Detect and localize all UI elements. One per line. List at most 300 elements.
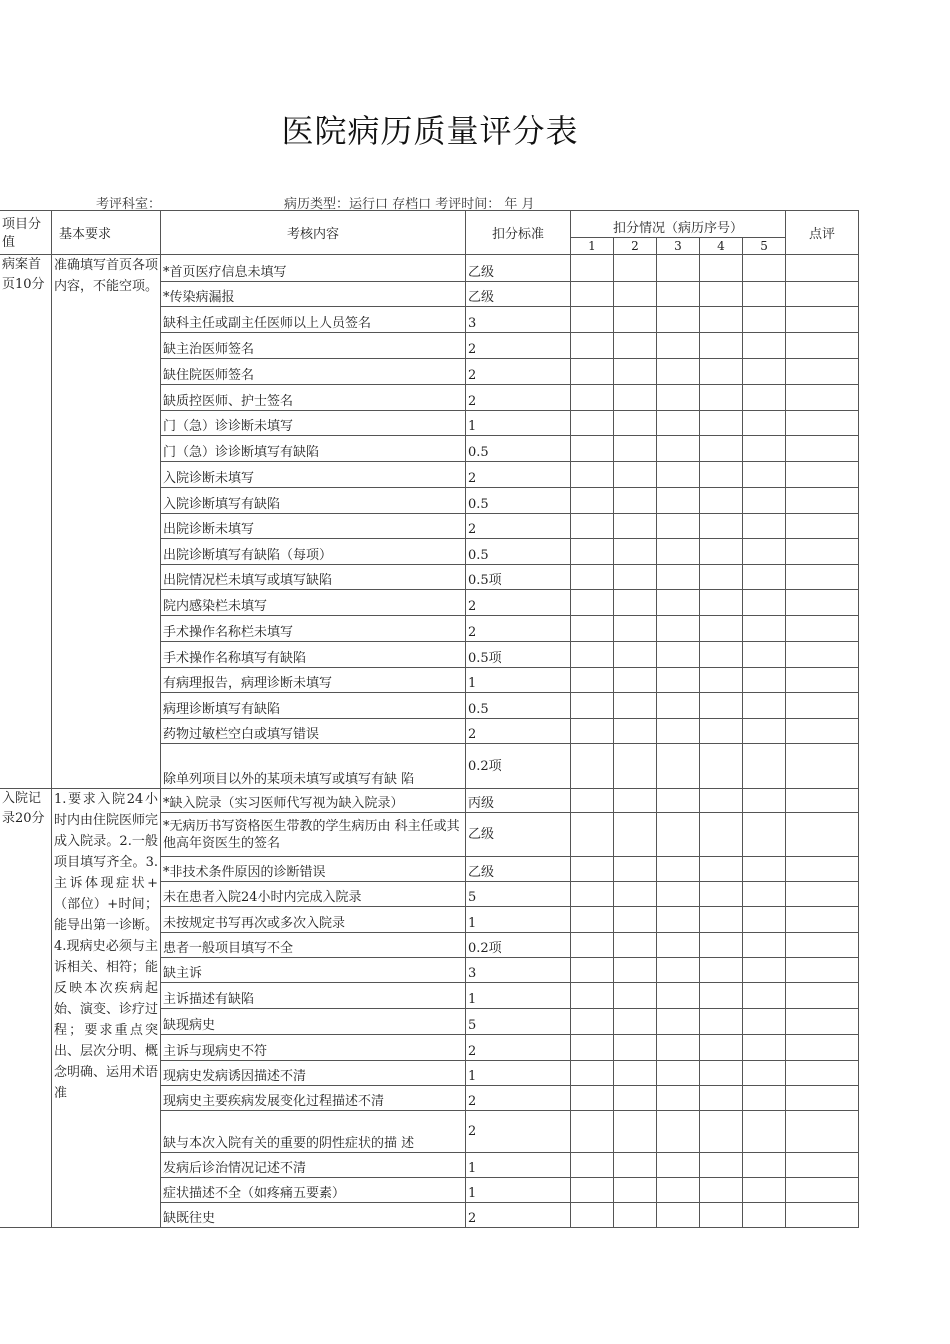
section-requirement: 准确填写首页各项内容，不能空项。 [52, 255, 161, 789]
deduction-cell[interactable] [614, 1061, 657, 1086]
deduction-cell[interactable] [743, 539, 786, 565]
deduction-cell[interactable] [657, 462, 700, 488]
header-deduction: 扣分情况（病历序号） [571, 211, 786, 238]
deduction-cell[interactable] [614, 668, 657, 693]
check-content: 出院诊断填写有缺陷（每项） [161, 539, 466, 565]
deduction-standard: 0.5 [466, 488, 571, 514]
deduction-cell[interactable] [657, 1035, 700, 1061]
check-content: *传染病漏报 [161, 282, 466, 307]
deduction-cell[interactable] [700, 693, 743, 719]
deduction-cell[interactable] [657, 333, 700, 359]
check-content: 缺主诉 [161, 958, 466, 983]
deduction-cell[interactable] [657, 255, 700, 282]
deduction-cell[interactable] [743, 933, 786, 958]
deduction-cell[interactable] [571, 462, 614, 488]
deduction-standard: 1 [466, 668, 571, 693]
comment-cell[interactable] [786, 1061, 859, 1086]
deduction-standard: 5 [466, 1009, 571, 1035]
department-label: 考评科室： [96, 197, 162, 212]
check-content: 入院诊断填写有缺陷 [161, 488, 466, 514]
deduction-cell[interactable] [700, 255, 743, 282]
comment-cell[interactable] [786, 857, 859, 882]
section-item-score: 病案首页10分 [0, 255, 52, 789]
deduction-cell[interactable] [614, 719, 657, 744]
deduction-cell[interactable] [614, 411, 657, 436]
deduction-standard: 0.5 [466, 693, 571, 719]
deduction-cell[interactable] [700, 983, 743, 1009]
comment-cell[interactable] [786, 882, 859, 907]
case-number: 4 [700, 238, 743, 255]
deduction-standard: 1 [466, 1178, 571, 1203]
deduction-cell[interactable] [571, 411, 614, 436]
section-item-score: 入院记录20分 [0, 789, 52, 1228]
deduction-cell[interactable] [614, 488, 657, 514]
deduction-cell[interactable] [743, 1111, 786, 1153]
comment-cell[interactable] [786, 642, 859, 668]
comment-cell[interactable] [786, 565, 859, 590]
comment-cell[interactable] [786, 436, 859, 462]
deduction-standard: 乙级 [466, 813, 571, 857]
deduction-cell[interactable] [700, 933, 743, 958]
deduction-cell[interactable] [700, 514, 743, 539]
check-content: 缺住院医师签名 [161, 359, 466, 385]
deduction-cell[interactable] [743, 1153, 786, 1178]
deduction-cell[interactable] [700, 744, 743, 789]
comment-cell[interactable] [786, 333, 859, 359]
check-content: *缺入院录（实习医师代写视为缺入院录） [161, 789, 466, 813]
deduction-cell[interactable] [743, 565, 786, 590]
check-content: *无病历书写资格医生带教的学生病历由 科主任或其他高年资医生的签名 [161, 813, 466, 857]
deduction-cell[interactable] [743, 462, 786, 488]
deduction-cell[interactable] [571, 1035, 614, 1061]
deduction-cell[interactable] [657, 488, 700, 514]
deduction-cell[interactable] [657, 307, 700, 333]
comment-cell[interactable] [786, 411, 859, 436]
deduction-cell[interactable] [571, 789, 614, 813]
table-row [0, 789, 859, 813]
deduction-cell[interactable] [700, 1009, 743, 1035]
deduction-cell[interactable] [700, 668, 743, 693]
check-content: 药物过敏栏空白或填写错误 [161, 719, 466, 744]
deduction-cell[interactable] [700, 1035, 743, 1061]
header-requirement: 基本要求 [52, 211, 161, 255]
deduction-cell[interactable] [614, 385, 657, 411]
deduction-cell[interactable] [614, 744, 657, 789]
deduction-cell[interactable] [700, 488, 743, 514]
deduction-cell[interactable] [571, 693, 614, 719]
case-number: 1 [571, 238, 614, 255]
deduction-cell[interactable] [614, 1203, 657, 1228]
deduction-cell[interactable] [657, 907, 700, 933]
check-content: 院内感染栏未填写 [161, 590, 466, 616]
deduction-cell[interactable] [614, 933, 657, 958]
comment-cell[interactable] [786, 282, 859, 307]
deduction-cell[interactable] [700, 462, 743, 488]
check-content: 缺主治医师签名 [161, 333, 466, 359]
deduction-cell[interactable] [657, 1086, 700, 1111]
deduction-cell[interactable] [743, 436, 786, 462]
deduction-cell[interactable] [614, 359, 657, 385]
deduction-cell[interactable] [571, 719, 614, 744]
deduction-cell[interactable] [571, 385, 614, 411]
deduction-cell[interactable] [657, 1061, 700, 1086]
deduction-cell[interactable] [700, 616, 743, 642]
deduction-cell[interactable] [657, 1111, 700, 1153]
deduction-cell[interactable] [571, 668, 614, 693]
deduction-cell[interactable] [614, 590, 657, 616]
deduction-cell[interactable] [657, 933, 700, 958]
header-comment: 点评 [786, 211, 859, 255]
deduction-cell[interactable] [571, 333, 614, 359]
deduction-cell[interactable] [614, 616, 657, 642]
deduction-cell[interactable] [571, 488, 614, 514]
deduction-cell[interactable] [614, 813, 657, 857]
deduction-cell[interactable] [700, 1111, 743, 1153]
deduction-cell[interactable] [571, 1111, 614, 1153]
comment-cell[interactable] [786, 1153, 859, 1178]
deduction-standard: 2 [466, 333, 571, 359]
deduction-cell[interactable] [571, 255, 614, 282]
deduction-cell[interactable] [657, 282, 700, 307]
deduction-cell[interactable] [571, 307, 614, 333]
deduction-cell[interactable] [571, 539, 614, 565]
comment-cell[interactable] [786, 385, 859, 411]
deduction-cell[interactable] [571, 565, 614, 590]
deduction-cell[interactable] [743, 616, 786, 642]
deduction-cell[interactable] [657, 668, 700, 693]
deduction-cell[interactable] [614, 1153, 657, 1178]
deduction-cell[interactable] [657, 539, 700, 565]
comment-cell[interactable] [786, 488, 859, 514]
deduction-cell[interactable] [657, 1153, 700, 1178]
deduction-standard: 2 [466, 462, 571, 488]
deduction-cell[interactable] [743, 590, 786, 616]
deduction-cell[interactable] [571, 1203, 614, 1228]
deduction-cell[interactable] [700, 857, 743, 882]
deduction-cell[interactable] [614, 857, 657, 882]
comment-cell[interactable] [786, 719, 859, 744]
deduction-cell[interactable] [700, 1178, 743, 1203]
deduction-standard: 2 [466, 616, 571, 642]
case-number: 2 [614, 238, 657, 255]
check-content: 症状描述不全（如疼痛五要素） [161, 1178, 466, 1203]
deduction-cell[interactable] [657, 719, 700, 744]
comment-cell[interactable] [786, 744, 859, 789]
deduction-cell[interactable] [700, 565, 743, 590]
score-table [0, 210, 859, 1228]
case-number: 5 [743, 238, 786, 255]
deduction-cell[interactable] [700, 907, 743, 933]
page-title: 医院病历质量评分表 [281, 112, 579, 150]
deduction-cell[interactable] [657, 590, 700, 616]
deduction-cell[interactable] [657, 514, 700, 539]
deduction-cell[interactable] [743, 882, 786, 907]
deduction-cell[interactable] [743, 255, 786, 282]
deduction-cell[interactable] [743, 642, 786, 668]
deduction-cell[interactable] [571, 282, 614, 307]
deduction-cell[interactable] [614, 255, 657, 282]
deduction-cell[interactable] [657, 436, 700, 462]
deduction-cell[interactable] [571, 882, 614, 907]
deduction-cell[interactable] [743, 1009, 786, 1035]
deduction-cell[interactable] [614, 882, 657, 907]
comment-cell[interactable] [786, 813, 859, 857]
deduction-cell[interactable] [614, 1009, 657, 1035]
comment-cell[interactable] [786, 514, 859, 539]
deduction-cell[interactable] [743, 514, 786, 539]
deduction-cell[interactable] [700, 282, 743, 307]
deduction-cell[interactable] [743, 307, 786, 333]
deduction-cell[interactable] [700, 813, 743, 857]
deduction-cell[interactable] [743, 813, 786, 857]
deduction-cell[interactable] [657, 813, 700, 857]
deduction-cell[interactable] [614, 539, 657, 565]
deduction-standard: 1 [466, 411, 571, 436]
check-content: 未按规定书写再次或多次入院录 [161, 907, 466, 933]
deduction-cell[interactable] [743, 958, 786, 983]
deduction-cell[interactable] [700, 307, 743, 333]
deduction-cell[interactable] [700, 789, 743, 813]
deduction-cell[interactable] [614, 1086, 657, 1111]
deduction-standard: 2 [466, 1203, 571, 1228]
comment-cell[interactable] [786, 1203, 859, 1228]
deduction-cell[interactable] [743, 1086, 786, 1111]
check-content: *首页医疗信息未填写 [161, 255, 466, 282]
deduction-standard: 1 [466, 1153, 571, 1178]
deduction-cell[interactable] [657, 882, 700, 907]
deduction-cell[interactable] [614, 1178, 657, 1203]
check-content: 缺质控医师、护士签名 [161, 385, 466, 411]
check-content: 门（急）诊诊断填写有缺陷 [161, 436, 466, 462]
deduction-cell[interactable] [700, 411, 743, 436]
comment-cell[interactable] [786, 983, 859, 1009]
check-content: 缺既往史 [161, 1203, 466, 1228]
deduction-cell[interactable] [743, 333, 786, 359]
check-content: 主诉描述有缺陷 [161, 983, 466, 1009]
deduction-cell[interactable] [657, 385, 700, 411]
deduction-cell[interactable] [700, 539, 743, 565]
deduction-cell[interactable] [657, 958, 700, 983]
deduction-cell[interactable] [614, 307, 657, 333]
comment-cell[interactable] [786, 1178, 859, 1203]
deduction-cell[interactable] [614, 462, 657, 488]
deduction-cell[interactable] [614, 693, 657, 719]
case-number: 3 [657, 238, 700, 255]
deduction-cell[interactable] [571, 590, 614, 616]
deduction-cell[interactable] [571, 857, 614, 882]
comment-cell[interactable] [786, 907, 859, 933]
deduction-cell[interactable] [571, 933, 614, 958]
deduction-standard: 0.5项 [466, 565, 571, 590]
deduction-cell[interactable] [571, 436, 614, 462]
deduction-cell[interactable] [743, 411, 786, 436]
deduction-standard: 乙级 [466, 857, 571, 882]
comment-cell[interactable] [786, 255, 859, 282]
deduction-standard: 1 [466, 983, 571, 1009]
deduction-cell[interactable] [657, 616, 700, 642]
deduction-cell[interactable] [743, 1061, 786, 1086]
deduction-cell[interactable] [743, 385, 786, 411]
deduction-cell[interactable] [614, 436, 657, 462]
deduction-cell[interactable] [700, 1203, 743, 1228]
table-row [0, 255, 859, 282]
deduction-cell[interactable] [700, 642, 743, 668]
deduction-cell[interactable] [743, 719, 786, 744]
check-content: 手术操作名称栏未填写 [161, 616, 466, 642]
check-content: 除单列项目以外的某项未填写或填写有缺 陷 [161, 744, 466, 789]
deduction-cell[interactable] [614, 789, 657, 813]
deduction-cell[interactable] [614, 642, 657, 668]
deduction-cell[interactable] [657, 565, 700, 590]
deduction-cell[interactable] [657, 983, 700, 1009]
deduction-cell[interactable] [743, 1178, 786, 1203]
deduction-cell[interactable] [743, 983, 786, 1009]
comment-cell[interactable] [786, 933, 859, 958]
deduction-cell[interactable] [614, 282, 657, 307]
comment-cell[interactable] [786, 1111, 859, 1153]
deduction-cell[interactable] [571, 1178, 614, 1203]
deduction-cell[interactable] [700, 1061, 743, 1086]
check-content: 缺科主任或副主任医师以上人员签名 [161, 307, 466, 333]
comment-cell[interactable] [786, 668, 859, 693]
deduction-cell[interactable] [571, 813, 614, 857]
check-content: 出院诊断未填写 [161, 514, 466, 539]
deduction-cell[interactable] [571, 1061, 614, 1086]
deduction-standard: 5 [466, 882, 571, 907]
deduction-cell[interactable] [700, 359, 743, 385]
deduction-cell[interactable] [657, 1178, 700, 1203]
deduction-cell[interactable] [700, 882, 743, 907]
deduction-cell[interactable] [743, 744, 786, 789]
deduction-cell[interactable] [571, 1009, 614, 1035]
check-content: 患者一般项目填写不全 [161, 933, 466, 958]
comment-cell[interactable] [786, 1086, 859, 1111]
deduction-cell[interactable] [657, 1009, 700, 1035]
comment-cell[interactable] [786, 616, 859, 642]
comment-cell[interactable] [786, 958, 859, 983]
check-content: 有病理报告，病理诊断未填写 [161, 668, 466, 693]
header-item: 项目分值 [0, 211, 52, 255]
header-standard: 扣分标准 [466, 211, 571, 255]
comment-cell[interactable] [786, 693, 859, 719]
deduction-cell[interactable] [657, 857, 700, 882]
deduction-cell[interactable] [743, 1203, 786, 1228]
deduction-cell[interactable] [743, 907, 786, 933]
deduction-cell[interactable] [571, 616, 614, 642]
check-content: 主诉与现病史不符 [161, 1035, 466, 1061]
deduction-cell[interactable] [614, 333, 657, 359]
deduction-standard: 乙级 [466, 282, 571, 307]
deduction-standard: 3 [466, 307, 571, 333]
deduction-standard: 2 [466, 1035, 571, 1061]
deduction-cell[interactable] [571, 359, 614, 385]
deduction-cell[interactable] [571, 958, 614, 983]
deduction-cell[interactable] [700, 1153, 743, 1178]
deduction-cell[interactable] [571, 514, 614, 539]
deduction-cell[interactable] [614, 1111, 657, 1153]
deduction-cell[interactable] [700, 958, 743, 983]
deduction-cell[interactable] [571, 1153, 614, 1178]
deduction-standard: 0.2项 [466, 933, 571, 958]
deduction-cell[interactable] [614, 1035, 657, 1061]
header-content: 考核内容 [161, 211, 466, 255]
deduction-cell[interactable] [743, 693, 786, 719]
deduction-cell[interactable] [571, 907, 614, 933]
check-content: 发病后诊治情况记述不清 [161, 1153, 466, 1178]
deduction-standard: 2 [466, 385, 571, 411]
check-content: 未在患者入院24小时内完成入院录 [161, 882, 466, 907]
deduction-standard: 2 [466, 590, 571, 616]
deduction-standard: 乙级 [466, 255, 571, 282]
check-content: 缺与本次入院有关的重要的阴性症状的描 述 [161, 1111, 466, 1153]
deduction-cell[interactable] [571, 642, 614, 668]
deduction-cell[interactable] [571, 1086, 614, 1111]
deduction-standard: 2 [466, 514, 571, 539]
deduction-cell[interactable] [743, 1035, 786, 1061]
deduction-standard: 1 [466, 907, 571, 933]
deduction-cell[interactable] [743, 789, 786, 813]
deduction-cell[interactable] [614, 514, 657, 539]
deduction-cell[interactable] [614, 907, 657, 933]
check-content: 手术操作名称填写有缺陷 [161, 642, 466, 668]
deduction-cell[interactable] [700, 1086, 743, 1111]
deduction-standard: 2 [466, 359, 571, 385]
check-content: 缺现病史 [161, 1009, 466, 1035]
deduction-cell[interactable] [743, 359, 786, 385]
deduction-cell[interactable] [657, 642, 700, 668]
comment-cell[interactable] [786, 462, 859, 488]
deduction-cell[interactable] [657, 359, 700, 385]
deduction-cell[interactable] [743, 282, 786, 307]
deduction-cell[interactable] [700, 333, 743, 359]
deduction-cell[interactable] [657, 411, 700, 436]
deduction-cell[interactable] [657, 693, 700, 719]
deduction-standard: 0.5 [466, 539, 571, 565]
comment-cell[interactable] [786, 1009, 859, 1035]
deduction-cell[interactable] [657, 789, 700, 813]
deduction-standard: 2 [466, 719, 571, 744]
comment-cell[interactable] [786, 1035, 859, 1061]
deduction-cell[interactable] [700, 719, 743, 744]
deduction-cell[interactable] [614, 983, 657, 1009]
comment-cell[interactable] [786, 359, 859, 385]
deduction-cell[interactable] [614, 565, 657, 590]
check-content: 门（急）诊诊断未填写 [161, 411, 466, 436]
deduction-cell[interactable] [657, 1203, 700, 1228]
deduction-cell[interactable] [700, 436, 743, 462]
comment-cell[interactable] [786, 590, 859, 616]
deduction-cell[interactable] [571, 983, 614, 1009]
record-type-line: 病历类型：运行口 存档口 考评时间： 年 月 [284, 197, 535, 212]
deduction-cell[interactable] [700, 590, 743, 616]
comment-cell[interactable] [786, 307, 859, 333]
deduction-standard: 2 [466, 1086, 571, 1111]
deduction-cell[interactable] [743, 668, 786, 693]
check-content: 现病史主要疾病发展变化过程描述不清 [161, 1086, 466, 1111]
check-content: 病理诊断填写有缺陷 [161, 693, 466, 719]
deduction-standard: 0.5 [466, 436, 571, 462]
comment-cell[interactable] [786, 539, 859, 565]
deduction-cell[interactable] [700, 385, 743, 411]
deduction-cell[interactable] [743, 488, 786, 514]
comment-cell[interactable] [786, 789, 859, 813]
deduction-cell[interactable] [657, 744, 700, 789]
deduction-cell[interactable] [743, 857, 786, 882]
deduction-cell[interactable] [614, 958, 657, 983]
deduction-standard: 3 [466, 958, 571, 983]
deduction-cell[interactable] [571, 744, 614, 789]
check-content: 出院情况栏未填写或填写缺陷 [161, 565, 466, 590]
